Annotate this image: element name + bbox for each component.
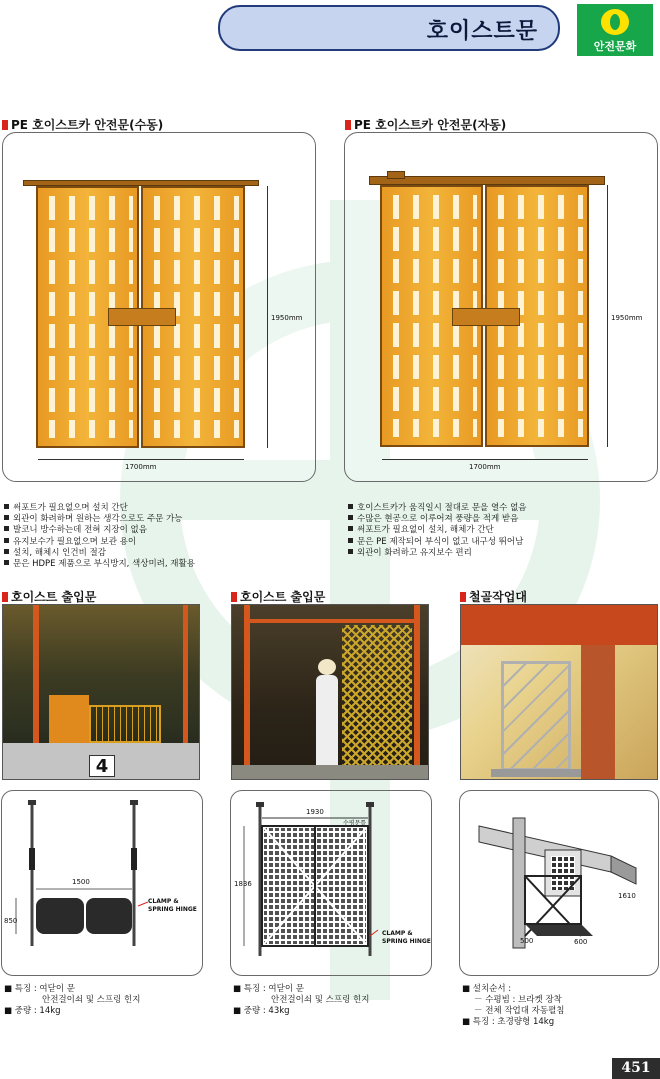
steel-dim-depth: 500 [520,937,534,945]
entry1-drawing-frame [1,790,203,976]
auto-height-dim: 1950mm [611,314,643,322]
manual-width-dim-line [38,459,244,460]
manual-height-dim-line [267,186,268,448]
list-item: 수많은 현공으로 이루어져 풍량을 적게 받음 [348,514,658,525]
entry2-spec-2: 안전걸이쇠 및 스프링 힌지 [271,995,370,1005]
list-item: 호이스트카가 움직일시 절대로 문을 열수 없음 [348,503,658,514]
steel-dim-height: 1610 [618,892,636,900]
list-item: 써포트가 필요없으며 설치 간단 [4,503,318,514]
auto-motor-unit [387,171,405,179]
section-title-auto: PE 호이스트카 안전문(자동) [345,116,506,133]
logo [577,4,653,56]
entry1-photo [2,604,200,780]
entry1-spec-1: ■ 특징 : 여닫이 문 [4,984,75,994]
list-item: 외관이 화려하고 유지보수 편리 [348,548,658,559]
entry2-top-label: 수평문틀 [343,820,367,827]
steel-spec-3: － 전체 작업대 자동펼침 [474,1006,565,1016]
list-item: 문은 PE 제작되어 부식이 없고 내구성 뛰어남 [348,537,658,548]
section-title-entry2: 호이스트 출입문 [231,588,325,605]
steel-spec-2: － 수평빔 : 브라켓 장착 [474,995,562,1005]
manual-width-dim: 1700mm [125,463,157,471]
entry2-drawing-frame [230,790,432,976]
section-title-steel: 철골작업대 [460,588,527,605]
entry1-height-dim: 850 [4,917,18,925]
auto-width-dim: 1700mm [469,463,501,471]
entry1-callout-1: CLAMP & [148,898,179,905]
auto-height-dim-line [607,185,608,447]
steel-spec-1: ■ 설치순서 : [462,984,512,994]
entry2-callout-1: CLAMP & [382,930,413,937]
page-number: 451 [612,1058,660,1079]
list-item: 설치, 해체시 인건비 절감 [4,548,318,559]
auto-feature-list [348,503,658,559]
entry1-spec-2: 안전걸이쇠 및 스프링 힌지 [42,995,141,1005]
auto-gate-latch [452,308,520,326]
entry1-callout-2: SPRING HINGE [148,906,197,913]
auto-width-dim-line [382,459,588,460]
list-item: 써포트가 필요없이 설치, 해체가 간단 [348,525,658,536]
steel-dim-width: 600 [574,938,588,946]
entry2-height-dim: 1836 [234,880,252,888]
logo-text: 안전문화 [593,40,637,53]
entry1-spec-3: ■ 중량 : 14kg [4,1006,61,1016]
entry2-width-dim: 1930 [306,808,324,816]
entry2-photo [231,604,429,780]
entry2-spec-1: ■ 특징 : 여닫이 문 [233,984,304,994]
section-title-entry1: 호이스트 출입문 [2,588,96,605]
entry1-width-dim: 1500 [72,878,90,886]
entry2-spec-3: ■ 중량 : 43kg [233,1006,290,1016]
list-item: 문은 HDPE 제품으로 부식방지, 색상미려, 재활용 [4,559,318,570]
list-item: 유지보수가 필요없으며 보관 용이 [4,537,318,548]
manual-height-dim: 1950mm [271,314,303,322]
page-title: 호이스트문 [426,19,538,44]
list-item: 외관이 화려하며 원하는 생각으로도 주문 가능 [4,514,318,525]
steel-spec-4: ■ 특징 : 초경량형 14kg [462,1017,555,1027]
list-item: 발코니 방수하는데 전혀 지장이 없음 [4,525,318,536]
logo-icon [601,9,629,35]
manual-product-frame [2,132,316,482]
entry1-photo-number: 4 [89,755,115,777]
title-bar [218,5,560,51]
manual-gate-latch [108,308,176,326]
steel-photo [460,604,658,780]
auto-product-frame [344,132,658,482]
steel-drawing-frame [459,790,659,976]
manual-feature-list [4,503,318,570]
section-title-manual: PE 호이스트카 안전문(수동) [2,116,163,133]
entry2-callout-2: SPRING HINGE [382,938,431,945]
